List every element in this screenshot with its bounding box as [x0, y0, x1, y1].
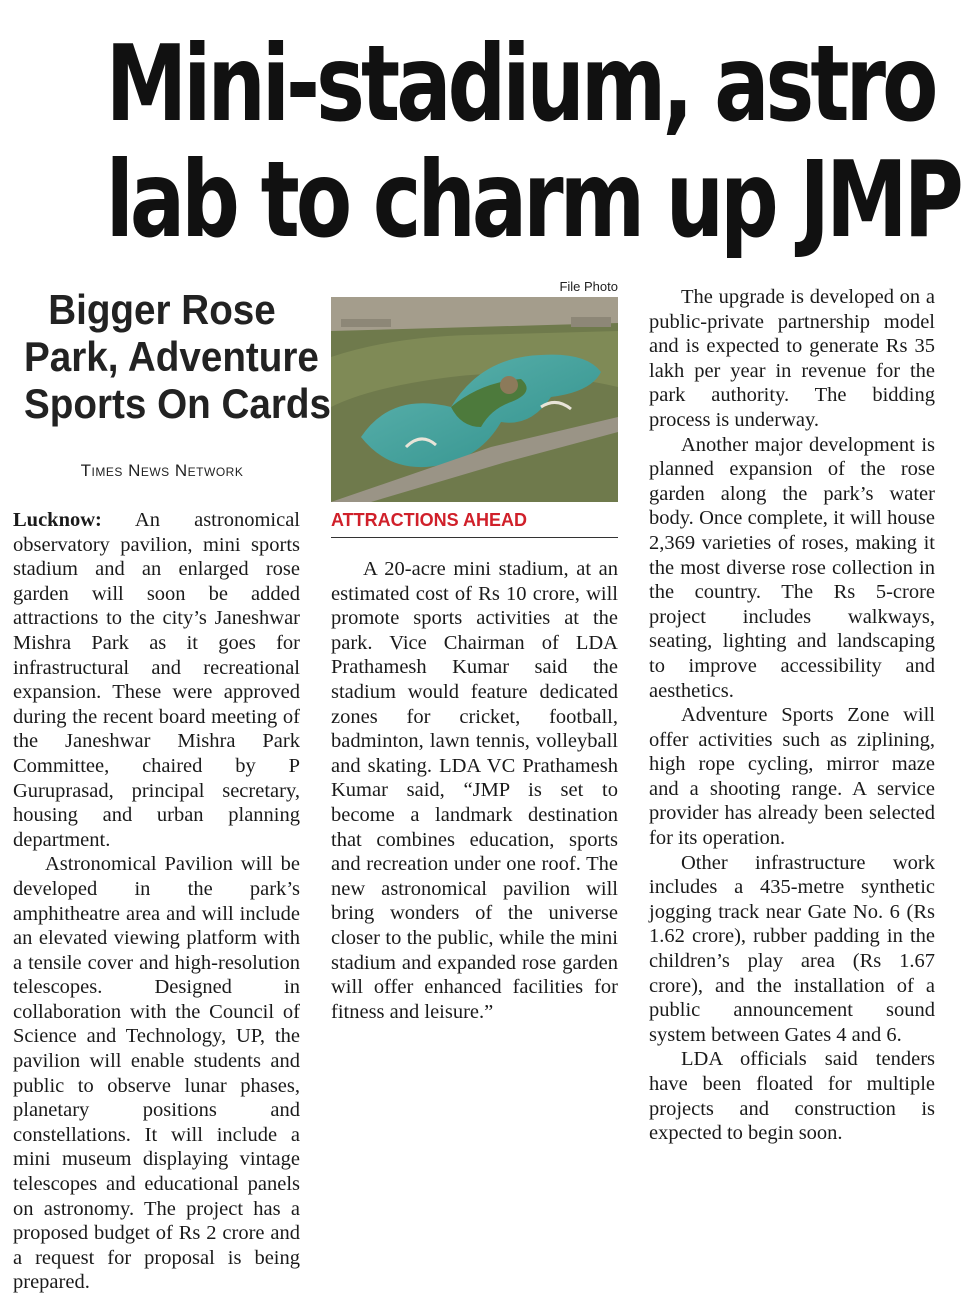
headline-line-1: Mini-stadium, astro: [105, 23, 935, 145]
article-paragraph-4: The upgrade is developed on a public-private partnership model and is expected to generate Rs 35 lakh per year in revenue for the park authority. The bidding process is underway.: [649, 286, 935, 431]
article-paragraph-7: Other infrastructure work includes a 435-metre synthetic jogging track near Gate No. 6 (Rs 1.62 crore), rubber padding in the children’s play area (Rs 1.67 crore), and the installation of a public announcement sound system between Gates 4 and 6.: [649, 851, 935, 1046]
article-paragraph-8: LDA officials said tenders have been floated for multiple projects and construction is expected to begin soon.: [649, 1048, 935, 1145]
subheadline-line-3: Sports On Cards: [24, 380, 332, 427]
park-aerial-photo: [331, 297, 618, 502]
byline: Times News Network: [80, 461, 244, 480]
article-column-2: [331, 557, 618, 1024]
article-paragraph-2: Astronomical Pavilion will be developed in the park’s amphitheatre area and will include an elevated viewing platform with a tensile cover and high-resolution telescopes. Designed in collaboration with the Council of Science and Technology, UP, the pavilion will enable students and public to observe lunar phases, planetary positions and constellations. It will include a mini museum displaying vintage telescopes and educational panels on astronomy. The project has a proposed budget of Rs 2 crore and a request for proposal is being prepared.: [13, 853, 300, 1294]
subheadline-line-1: Bigger Rose: [48, 286, 276, 333]
article-paragraph-6: Adventure Sports Zone will offer activities such as ziplining, high rope cycling, mirror maze and a shooting range. A service provider has already been selected for its operation.: [649, 704, 935, 850]
article-column-3: [649, 285, 935, 1146]
subheadline: [12, 286, 332, 427]
headline-line-2: lab to charm up JMP: [105, 139, 960, 261]
photo-caption: ATTRACTIONS AHEAD: [331, 510, 618, 538]
article-column-1: [13, 508, 300, 1295]
article-paragraph-5: Another major development is planned expansion of the rose garden along the park’s water body. Once complete, it will house 2,369 varieties of roses, making it the most diverse rose collection in the country. The Rs 5-crore project includes walkways, seating, lighting and landscaping to improve accessibility and aesthetics.: [649, 433, 935, 702]
photo-credit: File Photo: [559, 279, 618, 294]
dateline: Lucknow:: [13, 509, 102, 531]
article-paragraph-3: A 20-acre mini stadium, at an estimated cost of Rs 10 crore, will promote sports activities at the park. Vice Chairman of LDA Prathamesh Kumar said the stadium would feature dedicated zones for cricket, football, badminton, lawn tennis, volleyball and skating. LDA VC Prathamesh Kumar said, “JMP is set to become a landmark destination that combines education, sports and recreation under one roof. The new astronomical pavilion will bring wonders of the universe closer to the public, while the mini stadium and expanded rose garden will offer enhanced facilities for fitness and leisure.”: [331, 558, 618, 1023]
headline: [105, 23, 960, 261]
paragraph-1-text: An astronomical observatory pavilion, mini sports stadium and an enlarged rose garden will soon be added attractions to the city’s Janeshwar Mishra Park as it goes for infrastructural and recreational expansion. These were approved during the recent board meeting of the Janeshwar Mishra Park Committee, chaired by P Guruprasad, principal secretary, housing and urban planning department.: [13, 509, 300, 851]
park-aerial-illustration: [331, 297, 618, 502]
subheadline-line-2: Park, Adventure: [24, 333, 319, 380]
article-paragraph-1: [13, 508, 300, 852]
